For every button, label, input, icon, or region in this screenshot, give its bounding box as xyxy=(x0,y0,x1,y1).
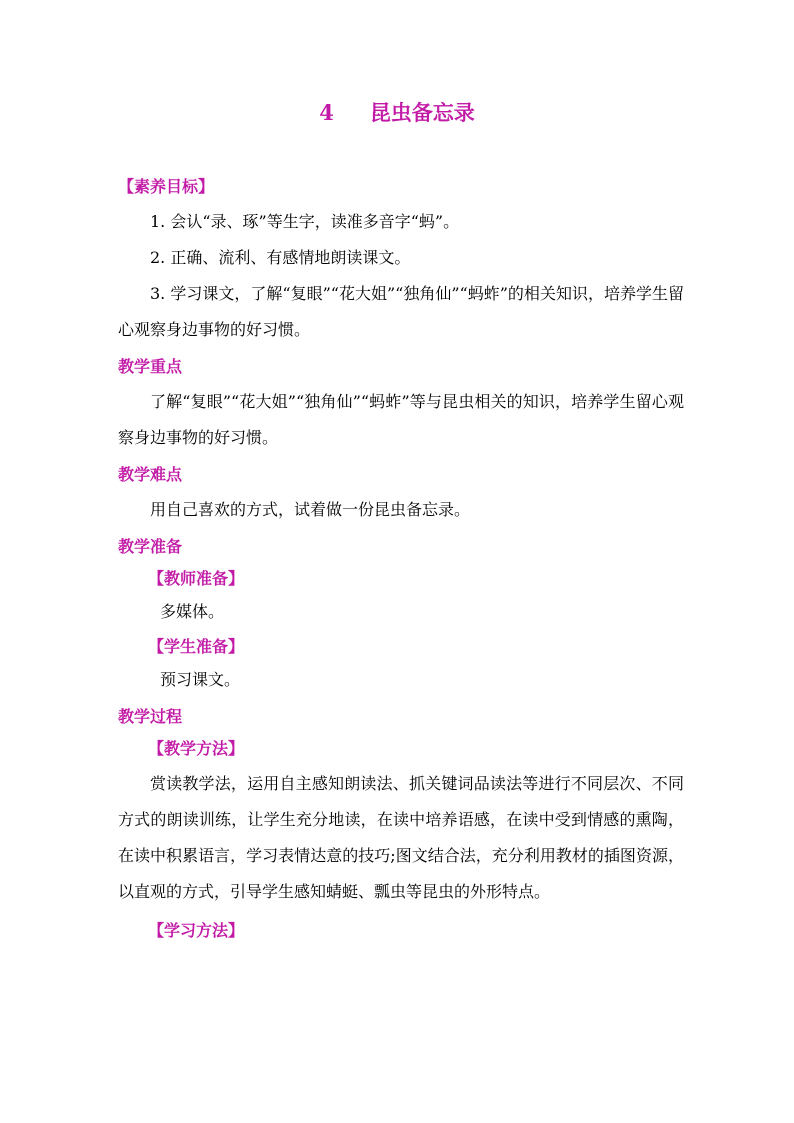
goal-item-3: 3. 学习课文，了解“复眼”“花大姐”“独角仙”“蚂蚱”的相关知识，培养学生留心观察身边事物的好习惯。 xyxy=(118,284,684,339)
teaching-method-text: 赏读教学法，运用自主感知朗读法、抓关键词品读法等进行不同层次、不同方式的朗读训练，让学生充分地读，在读中培养语感，在读中受到情感的熏陶，在读中积累语言，学习表情达意的技巧;图文结合法，充分利用教材的插图资源，以直观的方式，引导学生感知蜻蜓、瓢虫等昆虫的外形特点。 xyxy=(118,774,684,901)
difficulties-text: 用自己喜欢的方式，试着做一份昆虫备忘录。 xyxy=(150,500,471,519)
goal-item-2: 2. 正确、流利、有感情地朗读课文。 xyxy=(150,248,411,267)
student-preparation-text: 预习课文。 xyxy=(160,670,241,689)
teacher-preparation-text: 多媒体。 xyxy=(160,602,225,621)
section-heading-process: 教学过程 xyxy=(118,707,183,726)
section-heading-goals: 【素养目标】 xyxy=(118,177,215,196)
section-heading-preparation: 教学准备 xyxy=(118,537,183,556)
document-body xyxy=(118,172,684,946)
goal-item-1: 1. 会认“录、琢”等生字，读准多音字“蚂”。 xyxy=(150,212,460,231)
section-heading-difficulties: 教学难点 xyxy=(118,465,183,484)
section-heading-key-points: 教学重点 xyxy=(118,357,183,376)
lesson-number: 4 xyxy=(319,100,334,125)
lesson-title xyxy=(0,98,794,128)
key-points-text: 了解“复眼”“花大姐”“独角仙”“蚂蚱”等与昆虫相关的知识，培养学生留心观察身边事物的好习惯。 xyxy=(118,392,684,447)
subheading-teacher-preparation: 【教师准备】 xyxy=(148,569,245,588)
subheading-student-preparation: 【学生准备】 xyxy=(148,637,245,656)
subheading-learning-method: 【学习方法】 xyxy=(148,921,245,940)
lesson-title-text: 昆虫备忘录 xyxy=(369,100,475,125)
subheading-teaching-method: 【教学方法】 xyxy=(148,739,245,758)
